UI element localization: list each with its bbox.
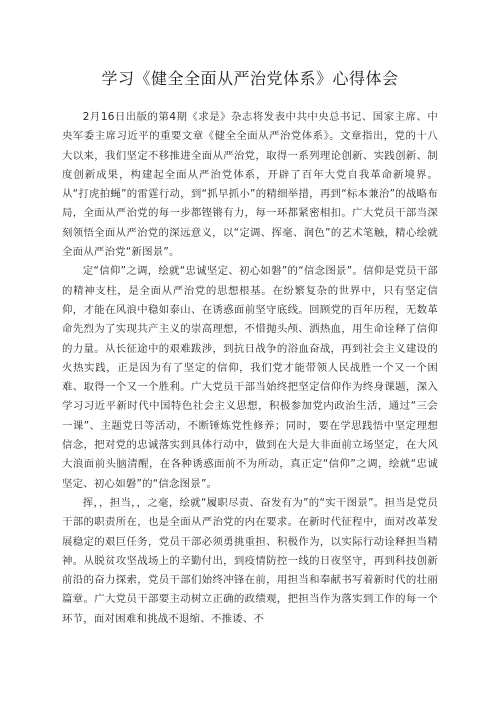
document-title: 学习《健全全面从严治党体系》心得体会 xyxy=(101,69,399,88)
paragraph-2: 定“信仰”之调，绘就“忠诚坚定、初心如磐”的“信念图景”。信仰是党员干部的精神支柱，是全面从严治党的思想根基。在纷繁复杂的世界中，只有坚定信仰，才能在风浪中稳如泰山、在诱惑面前坚守底线。回顾党的百年历程，无数革命先烈为了实现共产主义的崇高理想，不惜抛头颅、洒热血，用生命诠释了信仰的力量。从长征途中的艰难跋涉，到抗日战争的浴血奋战，再到社会主义建设的火热实践，正是因为有了坚定的信仰，我们党才能带领人民战胜一个又一个困难、取得一个又一个胜利。广大党员干部当始终把坚定信仰作为终身课题，深入学习习近平新时代中国特色社会主义思想，积极参加党内政治生活，通过“三会一课”、主题党日等活动，不断锤炼党性修养；同时，要在学思践悟中坚定理想信念，把对党的忠诚落实到具体行动中，做到在大是大非面前立场坚定，在大风大浪面前头脑清醒，在各种诱惑面前不为所动，真正定“信仰”之调，绘就“忠诚坚定、初心如磐”的“信念图景”。 xyxy=(62,265,438,490)
document-body xyxy=(62,108,438,629)
paragraph-1: 2月16日出版的第4期《求是》杂志将发表中共中央总书记、国家主席、中央军委主席习近平的重要文章《健全全面从严治党体系》。文章指出，党的十八大以来，我们坚定不移推进全面从严治党，取得一系列理论创新、实践创新、制度创新成果，构建起全面从严治党体系，开辟了百年大党自我革命新境界。从“打虎拍蝇”的雷霆行动，到“抓早抓小”的精细举措，再到“标本兼治”的战略布局，全面从严治党的每一步都铿锵有力，每一环都紧密相扣。广大党员干部当深刻领悟全面从严治党的深远意义，以“定调、挥毫、润色”的艺术笔触，精心绘就全面从严治党“新图景”。 xyxy=(62,111,438,259)
paragraph-3: 挥，，担当，，之毫，绘就“履职尽责、奋发有为”的“实干图景”。担当是党员干部的职责所在，也是全面从严治党的内在要求。在新时代征程中，面对改革发展稳定的艰巨任务，党员干部必须勇挑重担、积极作为，以实际行动诠释担当精神。从脱贫攻坚战场上的辛勤付出，到疫情防控一线的日夜坚守，再到科技创新前沿的奋力探索，党员干部们始终冲锋在前，用担当和奉献书写着新时代的壮丽篇章。广大党员干部要主动树立正确的政绩观，把担当作为落实到工作的每一个环节，面对困难和挑战不退缩、不推诿、不 xyxy=(62,496,438,625)
